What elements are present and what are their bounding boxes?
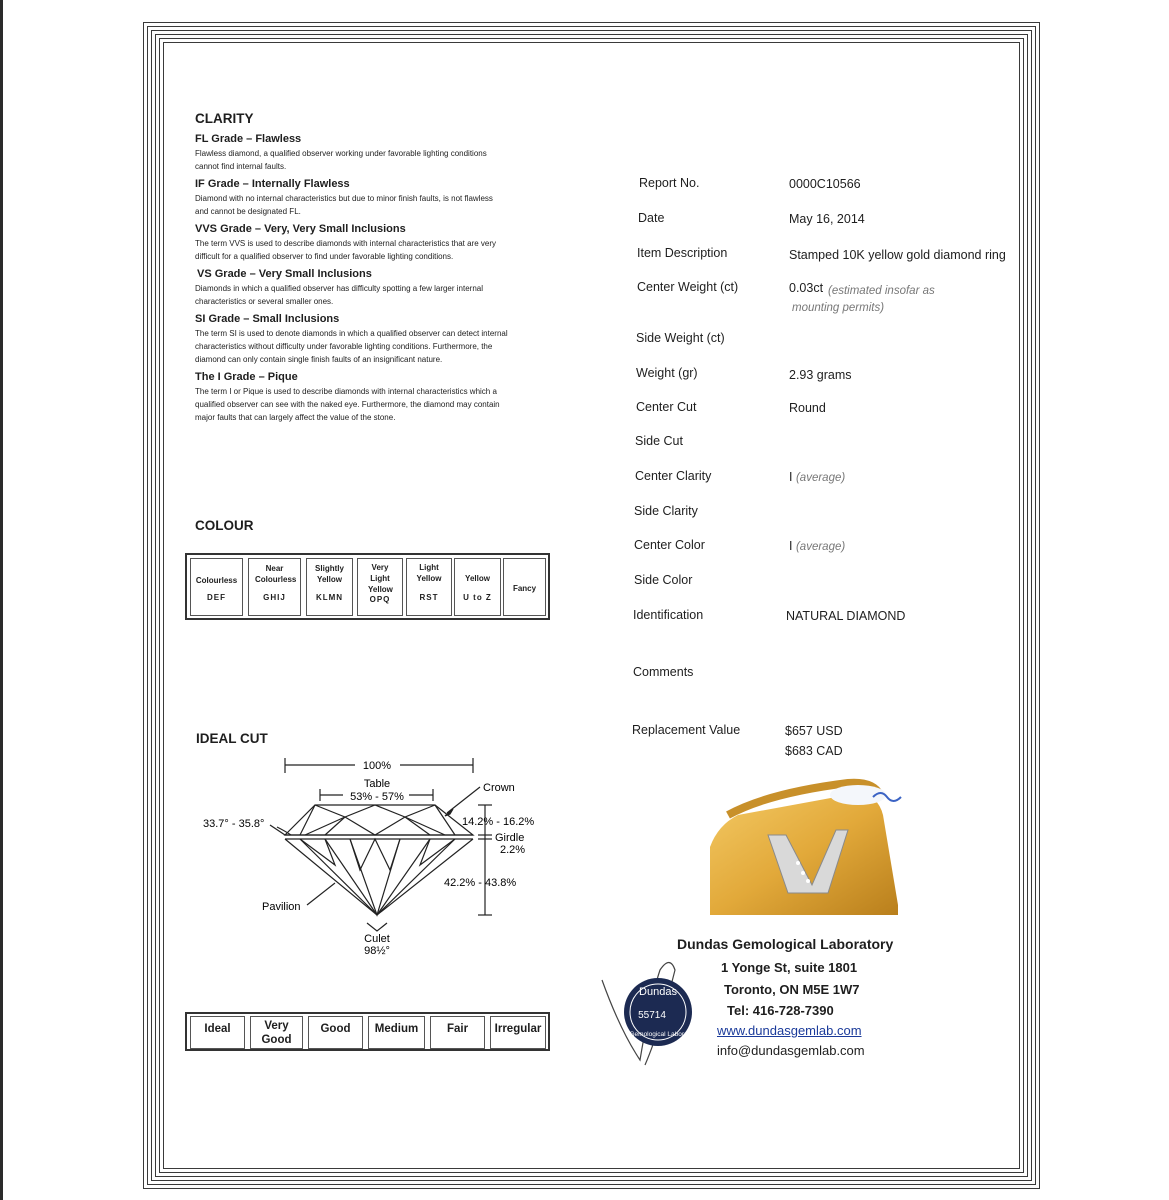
desc-line: Flawless diamond, a qualified observer working under favorable lighting conditions (195, 149, 487, 158)
lab-address-line1: 1 Yonge St, suite 1801 (721, 960, 858, 975)
grade-description (195, 192, 545, 218)
desc-line: diamond can only contain single finish faults of an insignificant nature. (195, 355, 443, 364)
desc-line: major faults that can largely affect the value of the stone. (195, 413, 396, 422)
colour-label: Near Colourless (255, 564, 297, 584)
desc-line: qualified observer can see with the naked eye. Furthermore, the diamond may contain (195, 400, 500, 409)
clarity-heading: CLARITY (195, 111, 254, 126)
field-value-center-cut: Round (789, 401, 826, 415)
ring-photo (708, 775, 913, 915)
color-grade-note: (average) (795, 541, 846, 553)
field-label-center-clarity: Center Clarity (635, 469, 712, 483)
culet-value-label: 98½° (364, 945, 390, 957)
clarity-grade-vvs (195, 223, 545, 263)
field-label-side-cut: Side Cut (635, 434, 683, 448)
clarity-grade-i (195, 371, 545, 424)
grade-description (195, 327, 545, 366)
desc-line: The term I or Pique is used to describe diamonds with internal characteristics which a (195, 387, 497, 396)
colour-scale-table (185, 553, 550, 620)
desc-line: characteristics or several smaller ones. (195, 297, 334, 306)
table-label: Table (363, 778, 391, 790)
table-range-label: 53% - 57% (350, 791, 404, 803)
grade-title: FL Grade – Flawless (195, 133, 302, 145)
crown-height-label: 14.2% - 16.2% (462, 816, 535, 828)
field-value-replacement-usd: $657 USD (785, 724, 843, 738)
grade-title: VS Grade – Very Small Inclusions (197, 268, 372, 280)
desc-line: difficult for a qualified observer to find under favorable lighting conditions. (195, 252, 454, 261)
field-label-identification: Identification (633, 608, 704, 622)
ideal-cut-heading: IDEAL CUT (196, 731, 268, 746)
cut-grade-table (185, 1012, 550, 1051)
grade-title: VVS Grade – Very, Very Small Inclusions (195, 223, 406, 235)
lab-seal-icon (624, 978, 699, 1046)
field-label-center-color: Center Color (634, 538, 705, 552)
lab-phone: Tel: 416-728-7390 (727, 1003, 834, 1018)
grade-description (195, 147, 545, 173)
girdle-label: Girdle (495, 832, 525, 844)
colour-cell (503, 558, 546, 616)
lab-email: info@dundasgemlab.com (717, 1043, 865, 1058)
cut-grade-cell: Ideal (190, 1016, 245, 1049)
grade-title: IF Grade – Internally Flawless (195, 178, 350, 190)
grade-title: SI Grade – Small Inclusions (195, 313, 340, 325)
field-value-center-clarity (789, 470, 845, 484)
clarity-grade-si (195, 313, 545, 366)
signature-and-seal (600, 940, 710, 1070)
desc-line: Diamonds in which a qualified observer has difficulty spotting a few larger internal (195, 284, 484, 293)
colour-grades: GHIJ (263, 593, 286, 602)
desc-line: characteristics without difficulty under favorable lighting conditions. Furthermore, the (195, 342, 493, 351)
desc-line: and cannot be designated FL. (195, 207, 301, 216)
colour-cell (454, 558, 501, 616)
colour-label: Light Yellow (416, 563, 442, 583)
colour-grades: RST (419, 593, 439, 602)
field-label-date: Date (638, 211, 665, 225)
grade-title: The I Grade – Pique (195, 371, 298, 383)
cut-grade-cell: Good (308, 1016, 363, 1049)
field-value-center-weight: 0.03ct (789, 281, 824, 295)
field-value-report-no: 0000C10566 (789, 177, 861, 191)
girdle-value-label: 2.2% (500, 844, 526, 856)
crown-angle-label: 33.7° - 35.8° (203, 818, 265, 830)
cut-grade-cell: Medium (368, 1016, 425, 1049)
field-label-item-description: Item Description (637, 246, 728, 260)
field-value-replacement-cad: $683 CAD (785, 744, 843, 758)
seal-title: Dundas (639, 986, 677, 998)
colour-cell (406, 558, 452, 616)
colour-grades: OPQ (369, 595, 391, 604)
width-label: 100% (362, 760, 392, 772)
field-label-side-clarity: Side Clarity (634, 504, 698, 518)
colour-heading: COLOUR (195, 518, 254, 533)
field-label-center-weight: Center Weight (ct) (637, 280, 739, 294)
culet-label: Culet (364, 933, 390, 945)
field-label-weight: Weight (gr) (636, 366, 698, 380)
clarity-grade-note: (average) (795, 472, 846, 484)
field-label-center-cut: Center Cut (636, 400, 697, 414)
field-value-date: May 16, 2014 (789, 212, 865, 226)
crown-label: Crown (483, 782, 515, 794)
pavilion-label: Pavilion (262, 901, 301, 913)
clarity-grade-value: I (789, 470, 793, 484)
lab-website-link[interactable]: www.dundasgemlab.com (717, 1023, 862, 1038)
colour-cell (248, 558, 301, 616)
colour-grades: DEF (207, 593, 226, 602)
colour-grades: KLMN (315, 593, 344, 602)
field-note-center-weight: (estimated insofar as mounting permits) (792, 285, 935, 314)
colour-label: Colourless (195, 576, 238, 585)
field-value-center-color (789, 539, 845, 553)
field-value-identification: NATURAL DIAMOND (786, 609, 906, 623)
cut-grade-cell: Very Good (250, 1016, 303, 1049)
colour-label: Slightly Yellow (315, 564, 344, 584)
colour-label: Fancy (512, 584, 537, 593)
colour-label: Very Light Yellow (368, 563, 393, 594)
diamond-proportions-diagram (195, 755, 565, 965)
seal-ring-text: Gemological Laboratory (629, 1031, 699, 1038)
colour-cell (306, 558, 353, 616)
colour-cell (190, 558, 243, 616)
lab-address-line2: Toronto, ON M5E 1W7 (724, 982, 860, 997)
desc-line: The term VVS is used to describe diamonds with internal characteristics that are very (195, 239, 497, 248)
pavilion-depth-label: 42.2% - 43.8% (444, 877, 517, 889)
field-label-report-no: Report No. (639, 176, 700, 190)
scan-edge (0, 0, 3, 1200)
desc-line: Diamond with no internal characteristics but due to minor finish faults, is not flawless (195, 194, 493, 203)
field-label-side-color: Side Color (634, 573, 693, 587)
seal-number: 55714 (638, 1010, 666, 1021)
field-label-comments: Comments (633, 665, 694, 679)
color-grade-value: I (789, 539, 793, 553)
field-value-item-description: Stamped 10K yellow gold diamond ring (789, 248, 1006, 262)
desc-line: cannot find internal faults. (195, 162, 287, 171)
cut-grade-cell: Irregular (490, 1016, 546, 1049)
lab-name: Dundas Gemological Laboratory (677, 936, 894, 952)
clarity-grade-fl (195, 133, 545, 173)
colour-cell (357, 558, 403, 616)
field-value-weight: 2.93 grams (789, 368, 852, 382)
grade-description (195, 237, 545, 263)
field-label-replacement-value: Replacement Value (632, 723, 741, 737)
clarity-grade-if (195, 178, 545, 218)
grade-description (195, 282, 545, 308)
field-label-side-weight: Side Weight (ct) (636, 331, 725, 345)
grade-description (195, 385, 545, 424)
colour-grades: U to Z (463, 593, 492, 602)
clarity-grade-vs (197, 268, 545, 308)
cut-grade-cell: Fair (430, 1016, 485, 1049)
desc-line: The term SI is used to denote diamonds in which a qualified observer can detect internal (195, 329, 508, 338)
colour-label: Yellow (465, 574, 490, 583)
